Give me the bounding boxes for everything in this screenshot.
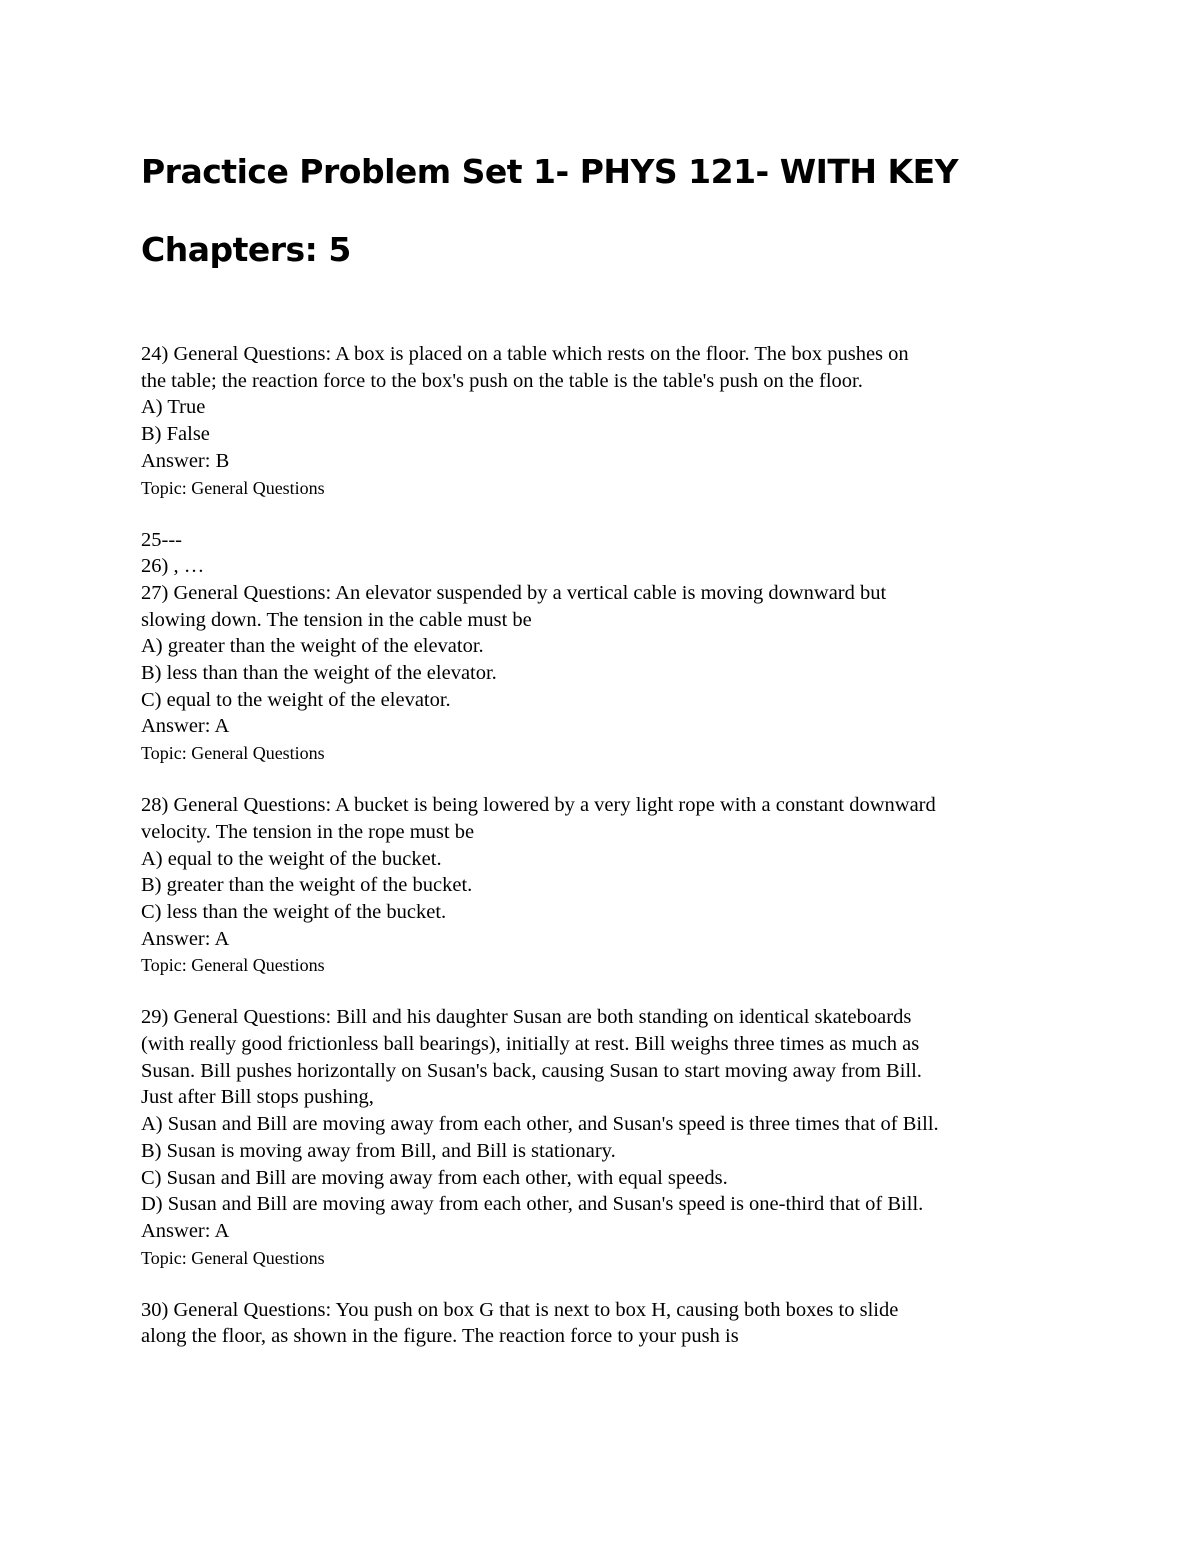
answer: Answer: A (141, 715, 230, 738)
question-text-line: velocity. The tension in the rope must be (141, 820, 475, 843)
option-a: A) greater than the weight of the elevator. (141, 635, 484, 658)
question-text-line: Susan. Bill pushes horizontally on Susan's back, causing Susan to start moving away from Bill. (141, 1059, 922, 1082)
page-title: Practice Problem Set 1- PHYS 121- WITH KEY (141, 152, 959, 191)
question-text-line: the table; the reaction force to the box's push on the table is the table's push on the floor. (141, 369, 863, 392)
spacer (141, 766, 1101, 792)
option-a: A) Susan and Bill are moving away from each other, and Susan's speed is three times that of Bill. (141, 1113, 939, 1136)
option-b: B) False (141, 423, 210, 446)
option-b: B) less than than the weight of the elevator. (141, 662, 497, 685)
question-text-line: along the floor, as shown in the figure. The reaction force to your push is (141, 1325, 739, 1348)
question-30 (141, 1297, 1101, 1350)
question-27 (141, 580, 1101, 766)
spacer (141, 978, 1101, 1004)
question-text-line: 28) General Questions: A bucket is being lowered by a very light rope with a constant downward (141, 794, 936, 817)
header-block (141, 140, 1101, 270)
question-26-placeholder: 26) , … (141, 555, 205, 578)
answer: Answer: A (141, 927, 230, 950)
option-b: B) greater than the weight of the bucket. (141, 874, 473, 897)
option-a: A) equal to the weight of the bucket. (141, 847, 442, 870)
topic: Topic: General Questions (141, 955, 325, 976)
chapters-heading: Chapters: 5 (141, 230, 351, 269)
spacer (141, 501, 1101, 527)
option-a: A) True (141, 396, 206, 419)
question-29 (141, 1004, 1101, 1270)
answer: Answer: A (141, 1219, 230, 1242)
question-list (141, 341, 1101, 1350)
question-24 (141, 341, 1101, 501)
question-28 (141, 792, 1101, 978)
topic: Topic: General Questions (141, 477, 325, 498)
option-b: B) Susan is moving away from Bill, and Bill is stationary. (141, 1139, 616, 1162)
question-text-line: 30) General Questions: You push on box G that is next to box H, causing both boxes to slide (141, 1298, 899, 1321)
question-text-line: 27) General Questions: An elevator suspended by a vertical cable is moving downward but (141, 581, 887, 604)
option-c: C) Susan and Bill are moving away from each other, with equal speeds. (141, 1166, 728, 1189)
question-text-line: (with really good frictionless ball bearings), initially at rest. Bill weighs three times as much as (141, 1033, 920, 1056)
topic: Topic: General Questions (141, 743, 325, 764)
question-text-line: slowing down. The tension in the cable must be (141, 608, 532, 631)
question-text-line: 29) General Questions: Bill and his daughter Susan are both standing on identical skateboards (141, 1006, 912, 1029)
spacer (141, 1271, 1101, 1297)
question-25-26 (141, 527, 1101, 580)
topic: Topic: General Questions (141, 1247, 325, 1268)
option-d: D) Susan and Bill are moving away from each other, and Susan's speed is one-third that of Bill. (141, 1193, 924, 1216)
question-text-line: Just after Bill stops pushing, (141, 1086, 374, 1109)
option-c: C) less than the weight of the bucket. (141, 900, 447, 923)
answer: Answer: B (141, 449, 230, 472)
option-c: C) equal to the weight of the elevator. (141, 688, 451, 711)
question-text-line: 24) General Questions: A box is placed on a table which rests on the floor. The box pushes on (141, 343, 909, 365)
question-25-placeholder: 25--- (141, 528, 182, 551)
